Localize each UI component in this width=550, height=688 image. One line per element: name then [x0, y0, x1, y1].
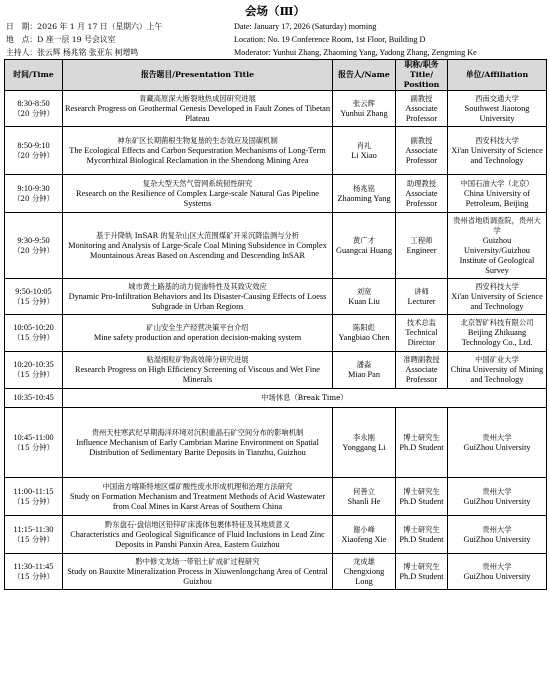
time-slot: 11:15-11:30: [13, 524, 54, 534]
break-row: [5, 389, 547, 408]
time-slot: 11:00-11:15: [13, 486, 54, 496]
position-cn: 讲师: [414, 286, 429, 296]
table-row: [5, 127, 547, 175]
time-slot: 10:45-11:00: [13, 432, 54, 442]
time-cell: [5, 516, 63, 554]
duration: （15 分钟）: [13, 370, 54, 379]
position-en: Ph.D Student: [399, 571, 444, 581]
position-en: Ph.D Student: [399, 496, 444, 506]
speaker-name-cn: 肖礼: [356, 140, 372, 150]
affiliation-cn: 北京智矿科技有限公司: [460, 318, 534, 327]
title-en: Influence Mechanism of Early Cambrian Marine Environment on Spatial Distribution of Sedimentary Barite Deposits in Tianzhu, Guizhou: [76, 437, 319, 457]
time-cell: [5, 213, 63, 279]
affiliation-en: Xi'an University of Science and Technology: [451, 145, 543, 165]
affiliation-cell: [448, 315, 547, 352]
title-en: Characteristics and Geological Significance of Fluid Inclusions in Lead Zinc Deposits in Panshi Panxin Area, Eastern Guizhou: [70, 529, 325, 549]
position-cell: [396, 352, 448, 389]
title-en: Mine safety production and operation decision-making system: [93, 333, 302, 342]
position-cn: 副教授: [410, 135, 433, 145]
title-cell: [63, 554, 333, 590]
name-cell: [333, 516, 396, 554]
position-cell: [396, 213, 448, 279]
time-slot: 10:20-10:35: [13, 360, 54, 369]
affiliation-cell: [448, 516, 547, 554]
col-title: 报告题目/Presentation Title: [63, 60, 333, 91]
place-en: Location: No. 19 Conference Room, 1st Floor, Building D: [234, 35, 426, 44]
table-row: [5, 315, 547, 352]
affiliation-en: Guizhou University/Guizhou Institute of Geological Survey: [459, 235, 535, 275]
time-slot: 8:50-9:10: [17, 140, 50, 150]
duration: （20 分钟）: [13, 245, 54, 255]
affiliation-cell: [448, 91, 547, 127]
table-row: [5, 352, 547, 389]
affiliation-cell: [448, 408, 547, 478]
title-en: Research on the Resilience of Complex Large-scale Natural Gas Pipeline Systems: [76, 188, 319, 208]
table-row: [5, 516, 547, 554]
duration: （20 分钟）: [13, 193, 54, 203]
schedule-body-2: [5, 408, 547, 590]
speaker-name-en: Zhaoming Yang: [337, 193, 391, 203]
speaker-name-en: Kuan Liu: [348, 296, 380, 306]
title-cn: 粘湿细粒矿物高效筛分研究进展: [146, 355, 249, 364]
title-cn: 贵州天柱寒武纪早期海洋环境对沉积重晶石矿空间分布的影响机制: [91, 427, 304, 437]
position-cell: [396, 478, 448, 516]
table-row: [5, 213, 547, 279]
title-cn: 黔东盘石-盘信地区铅锌矿床流体包裹体特征及其地质意义: [105, 519, 290, 529]
break-time: 10:35-10:45: [5, 389, 63, 408]
time-slot: 8:30-8:50: [17, 98, 50, 108]
title-cn: 青藏高原深大断裂地热成因研究进展: [139, 93, 256, 103]
affiliation-en: Beijing Zhikuang Technology Co., Ltd.: [461, 328, 533, 347]
title-cell: [63, 279, 333, 315]
name-cell: [333, 91, 396, 127]
title-cn: 矿山安全生产经营决策平台介绍: [146, 323, 249, 332]
affiliation-cn: 贵州省地质调查院，贵州大学: [453, 215, 541, 235]
position-cell: [396, 516, 448, 554]
time-cell: [5, 408, 63, 478]
table-row: [5, 408, 547, 478]
name-cell: [333, 279, 396, 315]
title-en: Research Progress on High Efficiency Screening of Viscous and Wet Fine Minerals: [75, 365, 320, 384]
duration: （20 分钟）: [13, 108, 54, 118]
position-en: Associate Professor: [405, 365, 438, 384]
speaker-name-en: Miao Pan: [347, 370, 381, 379]
speaker-name-en: Yangbiao Chen: [338, 333, 390, 342]
position-en: Associate Professor: [405, 188, 438, 208]
duration: （15 分钟）: [13, 296, 54, 306]
title-en: Monitoring and Analysis of Large-Scale Coal Mining Subsidence in Complex Mountainous Areas Based on Ascending and Descending InSAR: [68, 240, 327, 260]
position-en: Lecturer: [407, 296, 436, 306]
name-cell: [333, 175, 396, 213]
title-cn: 复杂大型天然气管网系统韧性研究: [142, 178, 253, 188]
title-cn: 城市黄土路基的动力促渗特性及其致灾效应: [128, 281, 267, 291]
session-info-en: [234, 20, 546, 59]
speaker-name-en: Xiaofeng Xie: [341, 534, 387, 544]
title-cell: [63, 91, 333, 127]
time-cell: [5, 279, 63, 315]
duration: （15 分钟）: [13, 496, 54, 506]
duration: （15 分钟）: [13, 333, 54, 342]
affiliation-cn: 贵州大学: [482, 486, 512, 496]
position-cn: 工程师: [410, 235, 433, 245]
affiliation-cn: 中国矿业大学: [475, 355, 519, 364]
time-slot: 9:10-9:30: [17, 183, 50, 193]
time-cell: [5, 175, 63, 213]
title-en: The Ecological Effects and Carbon Sequestration Mechanisms of Long-Term Mycorrhizal Biological Reclamation in the Shendong Mining Area: [69, 145, 326, 165]
time-cell: [5, 478, 63, 516]
affiliation-en: China University of Mining and Technology: [450, 365, 544, 384]
speaker-name-en: Guangcai Huang: [336, 245, 392, 255]
time-cell: [5, 127, 63, 175]
session-title: 会场（Ⅲ）: [244, 4, 305, 18]
affiliation-cell: [448, 213, 547, 279]
speaker-name-cn: 潘淼: [356, 360, 372, 369]
name-cell: [333, 213, 396, 279]
title-cn: 神东矿区长期菌根生物复垦的生态效应及固碳机制: [117, 135, 278, 145]
speaker-name-en: Shanli He: [347, 496, 381, 506]
affiliation-cell: [448, 554, 547, 590]
affiliation-cell: [448, 478, 547, 516]
time-cell: [5, 554, 63, 590]
title-cn: 中国南方喀斯特地区煤矿酸性废水形成机理和治理方法研究: [102, 481, 293, 491]
affiliation-en: China University of Petroleum, Beijing: [464, 188, 530, 208]
title-cn: 黔中修文龙场一带铝土矿成矿过程研究: [135, 556, 260, 566]
duration: （15 分钟）: [13, 534, 54, 544]
time-cell: [5, 315, 63, 352]
affiliation-en: GuiZhou University: [463, 534, 531, 544]
position-en: Associate Professor: [405, 145, 438, 165]
table-row: [5, 554, 547, 590]
title-en: Study on Formation Mechanism and Treatment Methods of Acid Wastewater from Coal Mines in Karst Areas of Southern China: [69, 491, 326, 511]
position-cell: [396, 408, 448, 478]
place-cn: 地 点：D 座一层 19 号会议室: [6, 35, 116, 44]
position-en: Technical Director: [405, 328, 438, 347]
speaker-name-en: Yonggang Li: [342, 442, 386, 452]
position-cell: [396, 91, 448, 127]
duration: （15 分钟）: [13, 442, 54, 452]
position-cn: 准聘副教授: [403, 355, 440, 364]
title-cell: [63, 408, 333, 478]
time-slot: 9:50-10:05: [15, 286, 52, 296]
affiliation-en: Southwest Jiaotong University: [464, 103, 530, 123]
title-en: Research Progress on Geothermal Genesis Developed in Fault Zones of Tibetan Plateau: [65, 103, 330, 123]
table-row: [5, 279, 547, 315]
position-cn: 博士研究生: [403, 561, 440, 571]
title-en: Study on Bauxite Mineralization Process in Xiuwenlongchang Area of Central Guizhou: [67, 566, 328, 586]
name-cell: [333, 554, 396, 590]
session-info-cn: [6, 20, 234, 59]
name-cell: [333, 127, 396, 175]
title-cell: [63, 516, 333, 554]
position-cell: [396, 315, 448, 352]
speaker-name-en: Yunhui Zhang: [340, 108, 388, 118]
speaker-name-en: Chengxiong Long: [343, 566, 385, 586]
speaker-name-cn: 陈阳彪: [353, 323, 375, 332]
affiliation-en: Xi'an University of Science and Technology: [451, 291, 543, 311]
position-cn: 技术总监: [406, 318, 437, 327]
position-cell: [396, 554, 448, 590]
break-body: [5, 389, 547, 408]
name-cell: [333, 315, 396, 352]
name-cell: [333, 352, 396, 389]
speaker-name-cn: 李永刚: [353, 432, 375, 442]
speaker-name-cn: 张云辉: [353, 98, 375, 108]
title-cn: 基于升降轨 InSAR 的复杂山区大范围煤矿开采沉降监测与分析: [95, 230, 300, 240]
position-cn: 博士研究生: [403, 432, 440, 442]
position-cell: [396, 175, 448, 213]
name-cell: [333, 408, 396, 478]
title-en: Dynamic Pro-Infiltration Behaviors and Its Disaster-Causing Effects of Loess Subgrade in Urban Regions: [68, 291, 327, 311]
title-cell: [63, 127, 333, 175]
position-cell: [396, 279, 448, 315]
table-header-row: [5, 60, 547, 91]
speaker-name-cn: 龙成雄: [353, 556, 375, 566]
title-cell: [63, 315, 333, 352]
affiliation-cn: 贵州大学: [482, 561, 512, 571]
table-row: [5, 478, 547, 516]
name-cell: [333, 478, 396, 516]
date-en: Date: January 17, 2026 (Saturday) morning: [234, 22, 377, 31]
title-cell: [63, 352, 333, 389]
schedule-page: [4, 0, 546, 590]
speaker-name-en: Li Xiao: [351, 150, 377, 160]
position-en: Engineer: [406, 245, 437, 255]
position-cn: 助理教授: [406, 178, 437, 188]
table-row: [5, 175, 547, 213]
schedule-table: [4, 59, 547, 590]
position-en: Ph.D Student: [399, 442, 444, 452]
affiliation-en: GuiZhou University: [463, 571, 531, 581]
speaker-name-cn: 刘宽: [356, 286, 372, 296]
position-cn: 博士研究生: [403, 524, 440, 534]
title-cell: [63, 213, 333, 279]
duration: （20 分钟）: [13, 150, 54, 160]
break-label: 中场休息（Break Time）: [63, 389, 547, 408]
time-slot: 9:30-9:50: [17, 235, 50, 245]
affiliation-cell: [448, 127, 547, 175]
speaker-name-cn: 杨兆铭: [353, 183, 375, 193]
position-en: Ph.D Student: [399, 534, 444, 544]
schedule-body-1: [5, 91, 547, 389]
affiliation-cn: 西安科技大学: [475, 281, 519, 291]
affiliation-cell: [448, 352, 547, 389]
affiliation-cn: 中国石油大学（北京）: [460, 178, 534, 188]
col-time: 时间/Time: [5, 60, 63, 91]
date-cn: 日 期：2026 年 1 月 17 日（星期六）上午: [6, 22, 163, 31]
time-slot: 11:30-11:45: [13, 561, 54, 571]
host-cn: 主持人：张云辉 杨兆铭 张亚东 柯增鸣: [6, 48, 139, 57]
host-en: Moderator: Yunhui Zhang, Zhaoming Yang, Yadong Zhang, Zengming Ke: [234, 48, 477, 57]
affiliation-en: GuiZhou University: [463, 496, 531, 506]
affiliation-cell: [448, 175, 547, 213]
title-cell: [63, 478, 333, 516]
affiliation-cell: [448, 279, 547, 315]
time-cell: [5, 91, 63, 127]
affiliation-cn: 贵州大学: [482, 432, 512, 442]
duration: （15 分钟）: [13, 571, 54, 581]
session-info: [4, 20, 546, 59]
position-en: Associate Professor: [405, 103, 438, 123]
affiliation-cn: 西安科技大学: [475, 135, 519, 145]
col-position: 职称/职务 Title/ Position: [396, 60, 448, 91]
time-slot: 10:05-10:20: [13, 323, 54, 332]
affiliation-cn: 西南交通大学: [475, 93, 519, 103]
table-row: [5, 91, 547, 127]
speaker-name-cn: 何善立: [353, 486, 375, 496]
position-cn: 副教授: [410, 93, 433, 103]
col-name: 报告人/Name: [333, 60, 396, 91]
affiliation-en: GuiZhou University: [463, 442, 531, 452]
position-cell: [396, 127, 448, 175]
title-cell: [63, 175, 333, 213]
speaker-name-cn: 黄广才: [353, 235, 375, 245]
col-affiliation: 单位/Affiliation: [448, 60, 547, 91]
position-cn: 博士研究生: [403, 486, 440, 496]
time-cell: [5, 352, 63, 389]
speaker-name-cn: 谢小峰: [353, 524, 375, 534]
affiliation-cn: 贵州大学: [482, 524, 512, 534]
